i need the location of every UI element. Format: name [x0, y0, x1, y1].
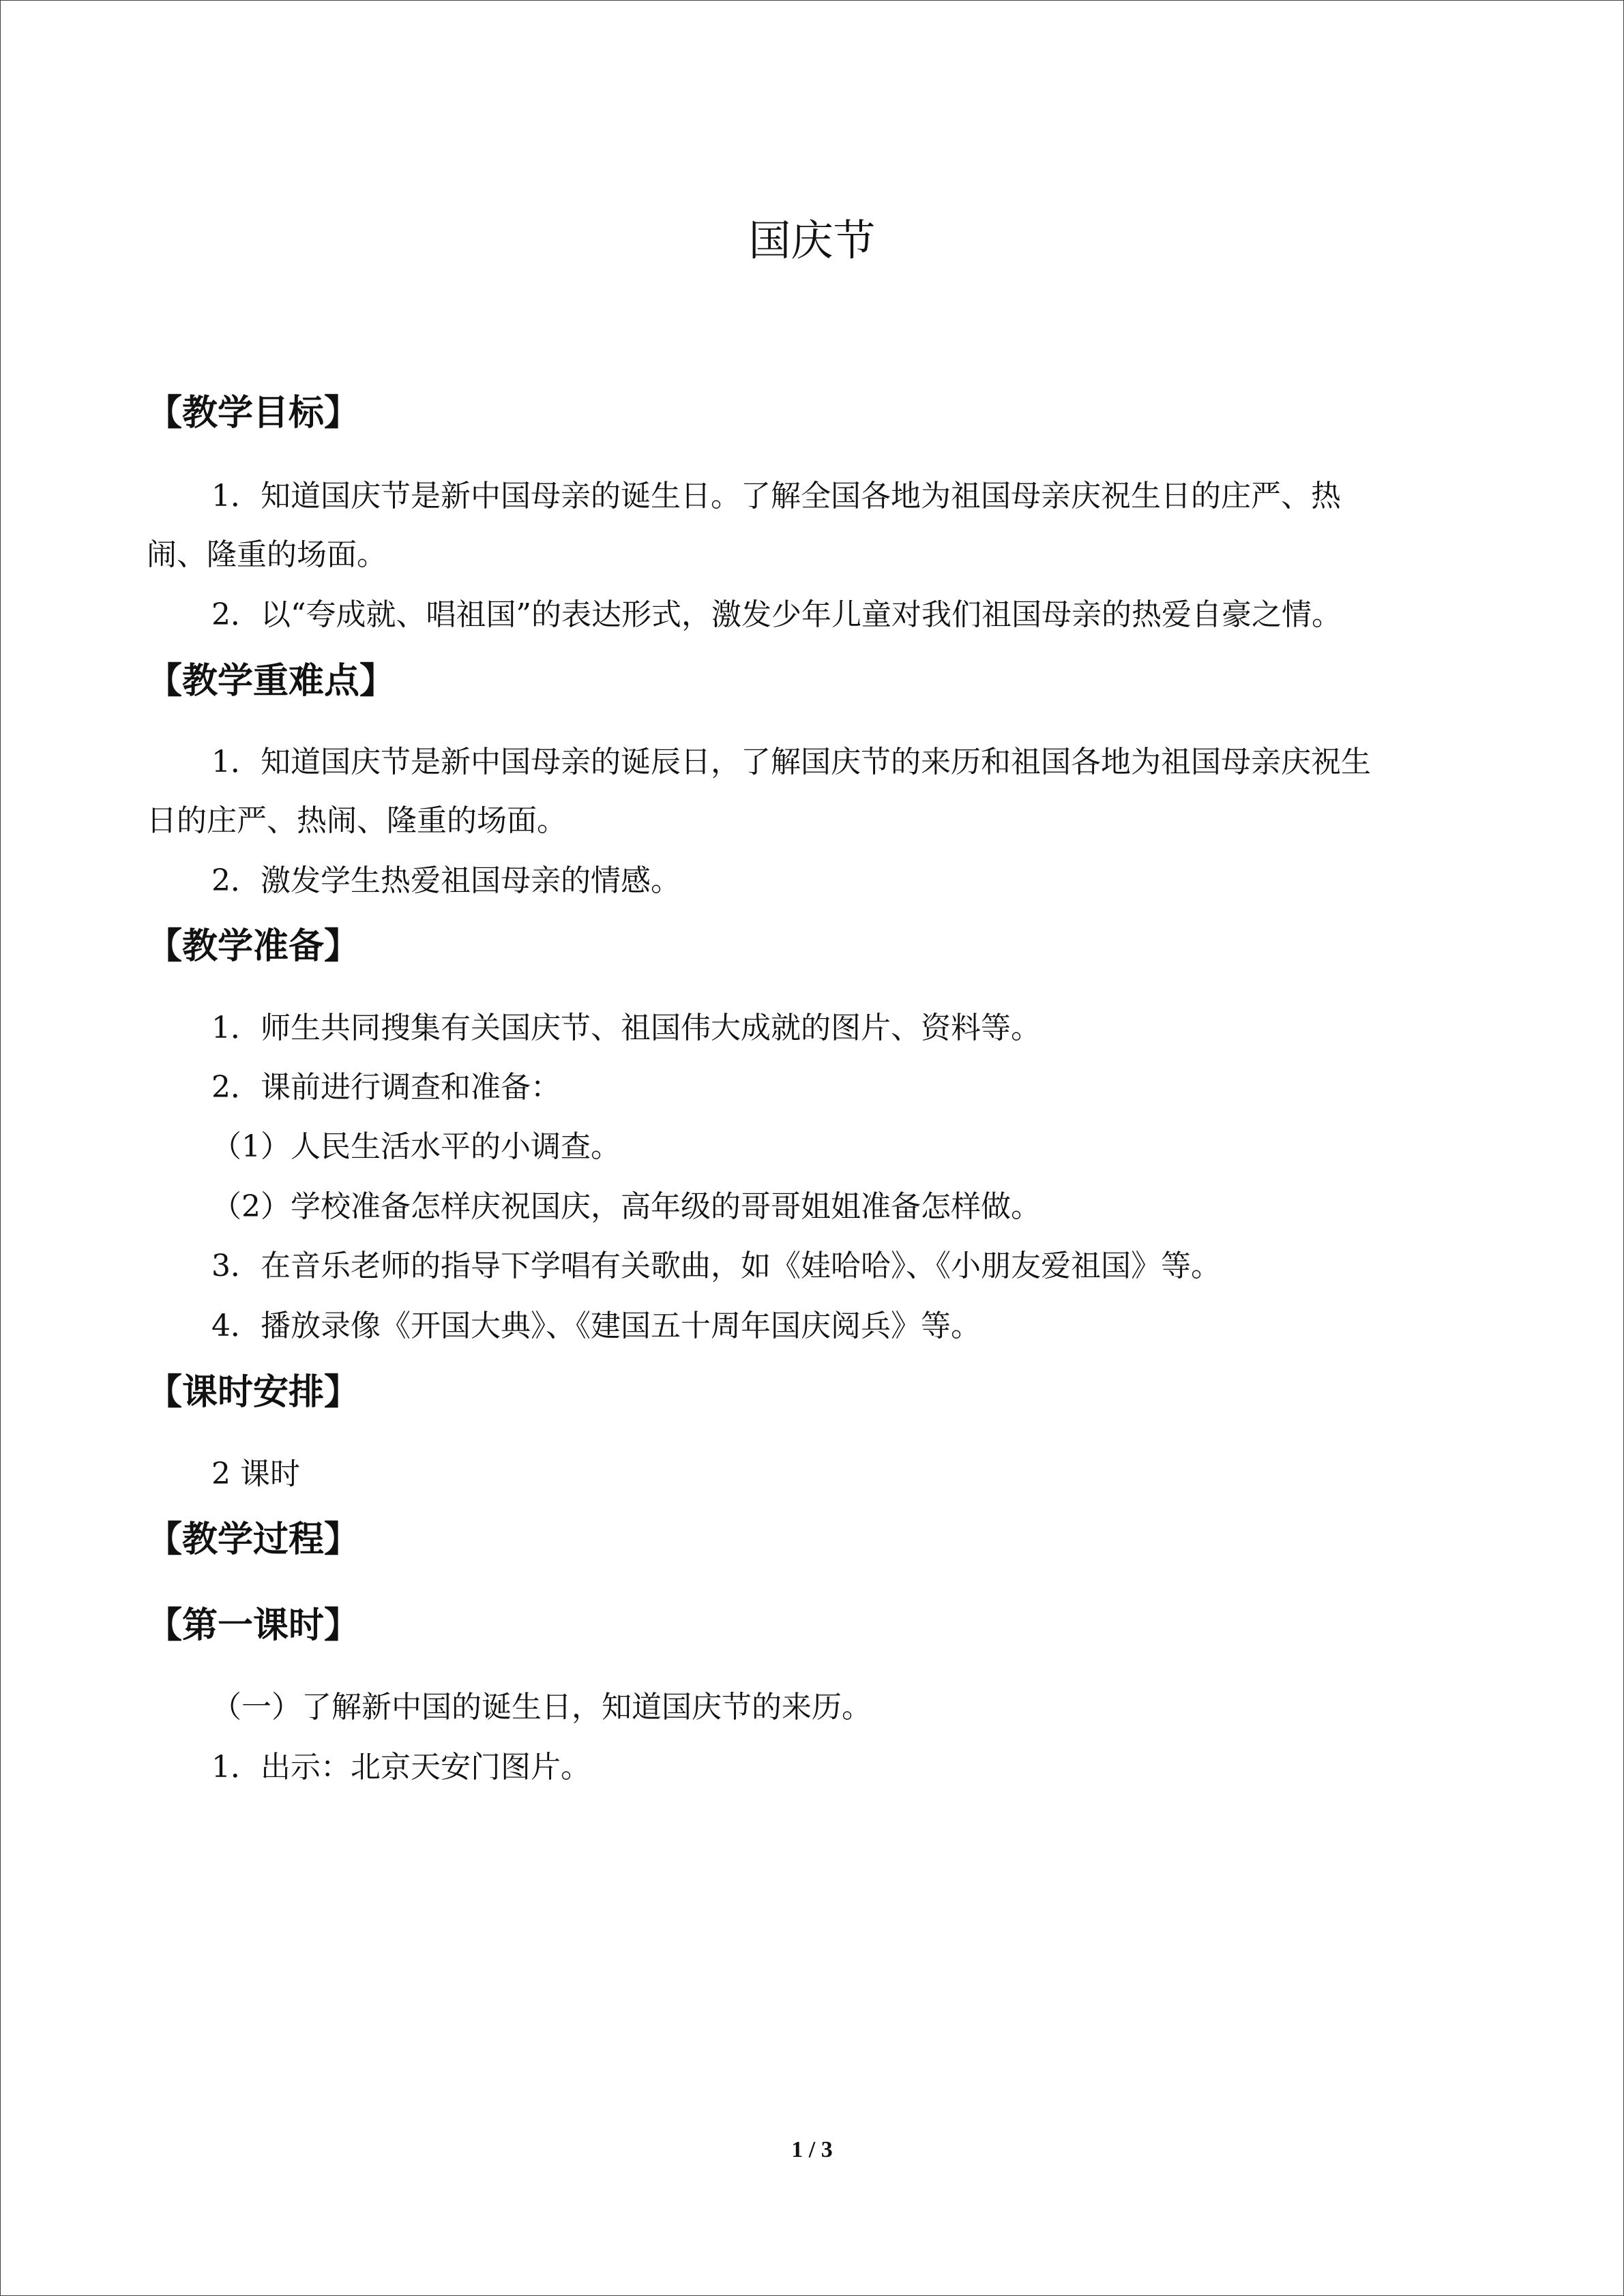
section-heading-key-points: 【教学重难点】: [147, 661, 396, 702]
section-heading-preparation: 【教学准备】: [147, 926, 360, 967]
preparation-subitem-1: （1）人民生活水平的小调查。: [211, 1129, 621, 1164]
section-heading-goals: 【教学目标】: [147, 393, 360, 434]
preparation-item-4: 4．播放录像《开国大典》、《建国五十周年国庆阅兵》等。: [211, 1309, 981, 1343]
first-lesson-step-1: （一）了解新中国的诞生日，知道国庆节的来历。: [211, 1690, 872, 1725]
preparation-item-3: 3．在音乐老师的指导下学唱有关歌曲，如《娃哈哈》、《小朋友爱祖国》等。: [211, 1249, 1221, 1283]
goals-item-2: 2．以“夸成就、唱祖国”的表达形式，激发少年儿童对我们祖国母亲的热爱自豪之情。: [211, 597, 1342, 632]
key-points-item-2: 2．激发学生热爱祖国母亲的情感。: [211, 863, 681, 898]
section-heading-first-lesson: 【第一课时】: [147, 1605, 360, 1646]
document-title: 国庆节: [748, 215, 876, 265]
first-lesson-item-1: 1．出示：北京天安门图片。: [211, 1750, 591, 1785]
page-number: 1 / 3: [791, 2137, 833, 2162]
goals-item-1-line-1: 1．知道国庆节是新中国母亲的诞生日。了解全国各地为祖国母亲庆祝生日的庄严、热: [211, 479, 1341, 513]
schedule-text: 2 课时: [211, 1457, 300, 1491]
section-heading-process: 【教学过程】: [147, 1519, 360, 1560]
preparation-item-1: 1．师生共同搜集有关国庆节、祖国伟大成就的图片、资料等。: [211, 1011, 1041, 1045]
preparation-subitem-2: （2）学校准备怎样庆祝国庆，高年级的哥哥姐姐准备怎样做。: [211, 1189, 1041, 1224]
preparation-item-2: 2．课前进行调查和准备：: [211, 1070, 561, 1105]
key-points-item-1-line-1: 1．知道国庆节是新中国母亲的诞辰日，了解国庆节的来历和祖国各地为祖国母亲庆祝生: [211, 745, 1371, 779]
goals-item-1-line-2: 闹、隆重的场面。: [147, 537, 387, 572]
key-points-item-1-line-2: 日的庄严、热闹、隆重的场面。: [147, 803, 567, 838]
section-heading-schedule: 【课时安排】: [147, 1372, 360, 1413]
